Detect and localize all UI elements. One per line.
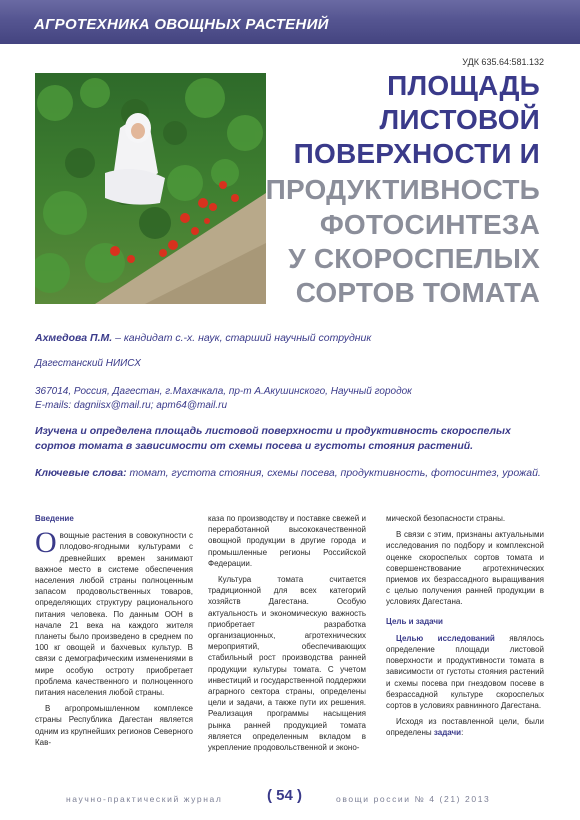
title-line-6: У СКОРОСПЕЛЫХ <box>288 243 540 274</box>
keywords-text: томат, густота стояния, схемы посева, продуктивность, фотосинтез, урожай. <box>126 467 541 479</box>
paragraph: Культура томата считается традиционной для всех категорий хозяйств Дагестана. Особую актуальность и экономическую важность приобретает разработка организационных, агротехнических мероприятий, обеспечивающих стабильный рост производства ранней продукции культуры томата. С учетом инвестиций и государственной поддержки аграрного сектора страны, определены цели и задачи, а также пути их решения. Реализация программы насыщения рынка ранней продукцией томата является определенным вкладом в укрепление продовольственной и эконо- <box>208 575 366 753</box>
title-line-4: ПРОДУКТИВНОСТЬ <box>265 174 540 205</box>
title-line-7: СОРТОВ ТОМАТА <box>295 277 540 308</box>
journal-type: научно-практический журнал <box>66 794 223 804</box>
paragraph-text: вощные растения в совокупности с плодово-ягодными культурами с древнейших времен занимают важное место в системе обеспечения населения любой страны полноценным запасом продовольственных товаров, определяющих структуру рационального питания человека. По данным ООН в начале 21 века на каждого жителя планеты было произведено в среднем по 100 кг овощей и бахчевых культур. В связи с демографическим изменениями в мире особую остроту приобретает проблема качественного и полноценного питания населения любой страны. <box>35 531 193 698</box>
title-line-3: ПОВЕРХНОСТИ И <box>293 138 540 169</box>
udc-code: УДК 635.64:581.132 <box>462 57 544 67</box>
emails: E-mails: dagniisx@mail.ru; apm64@mail.ru <box>35 400 228 411</box>
tomato-field-image <box>35 73 266 304</box>
keywords <box>35 466 545 481</box>
paragraph-text: Исходя из поставленной цели, были определены <box>386 717 544 738</box>
drop-cap: О <box>35 526 57 560</box>
highlight: Целью исследований <box>396 633 495 643</box>
section-heading-intro: Введение <box>35 514 74 523</box>
keywords-label: Ключевые слова: <box>35 467 127 479</box>
paragraph: каза по производству и поставке свежей и переработанной высококачественной овощной продукции в другие города и промышленные регионы Российской Федерации. <box>208 514 366 568</box>
article-photo <box>35 73 266 304</box>
author-line <box>35 332 371 344</box>
title-line-2: ЛИСТОВОЙ <box>379 104 540 135</box>
address: 367014, Россия, Дагестан, г.Махачкала, пр-т А.Акушинского, Научный городок <box>35 386 412 397</box>
author-role: – кандидат с.-х. наук, старший научный сотрудник <box>112 332 372 344</box>
author-name: Ахмедова П.М. <box>35 332 113 344</box>
highlight: задачи <box>433 728 462 738</box>
paragraph <box>386 716 544 738</box>
paragraph <box>386 633 544 711</box>
section-title: АГРОТЕХНИКА ОВОЩНЫХ РАСТЕНИЙ <box>34 16 329 33</box>
paragraph-text: : <box>461 728 464 738</box>
section-heading-goals: Цель и задачи <box>386 616 443 626</box>
institute: Дагестанский НИИСХ <box>35 358 141 369</box>
paragraph-text: являлось определение площади листовой поверхности и продуктивности томата в зависимости от густоты стояния растений и схемы посева при гнездовом посеве в безрассадной культуре скороспелых сортов в условиях равнинного Дагестана. <box>386 633 544 711</box>
title-line-5: ФОТОСИНТЕЗА <box>319 209 540 240</box>
abstract: Изучена и определена площадь листовой поверхности и продуктивность скороспелых сортов томата в зависимости от схемы посева и густоты стояния растений. <box>35 425 511 452</box>
paragraph: В агропромышленном комплексе страны Республика Дагестан является одним из крупнейших регионов Северного Кав- <box>35 704 193 747</box>
text-column-1 <box>35 513 193 753</box>
section-header-band <box>0 0 580 44</box>
paragraph: В связи с этим, признаны актуальными исследования по подбору и комплексной оценке скороспелых сортов томата и совершенствование агротехнических приемов их безрассадного выращивания с целью получения ранней продукции в условиях Дагестана. <box>386 530 544 607</box>
title-line-1: ПЛОЩАДЬ <box>387 70 540 101</box>
text-column-2 <box>208 513 366 758</box>
journal-issue: овощи россии № 4 (21) 2013 <box>336 794 491 804</box>
text-column-3 <box>386 513 544 744</box>
page-number: ( 54 ) <box>267 787 303 804</box>
paragraph: мической безопасности страны. <box>386 514 506 523</box>
paragraph <box>35 526 193 698</box>
